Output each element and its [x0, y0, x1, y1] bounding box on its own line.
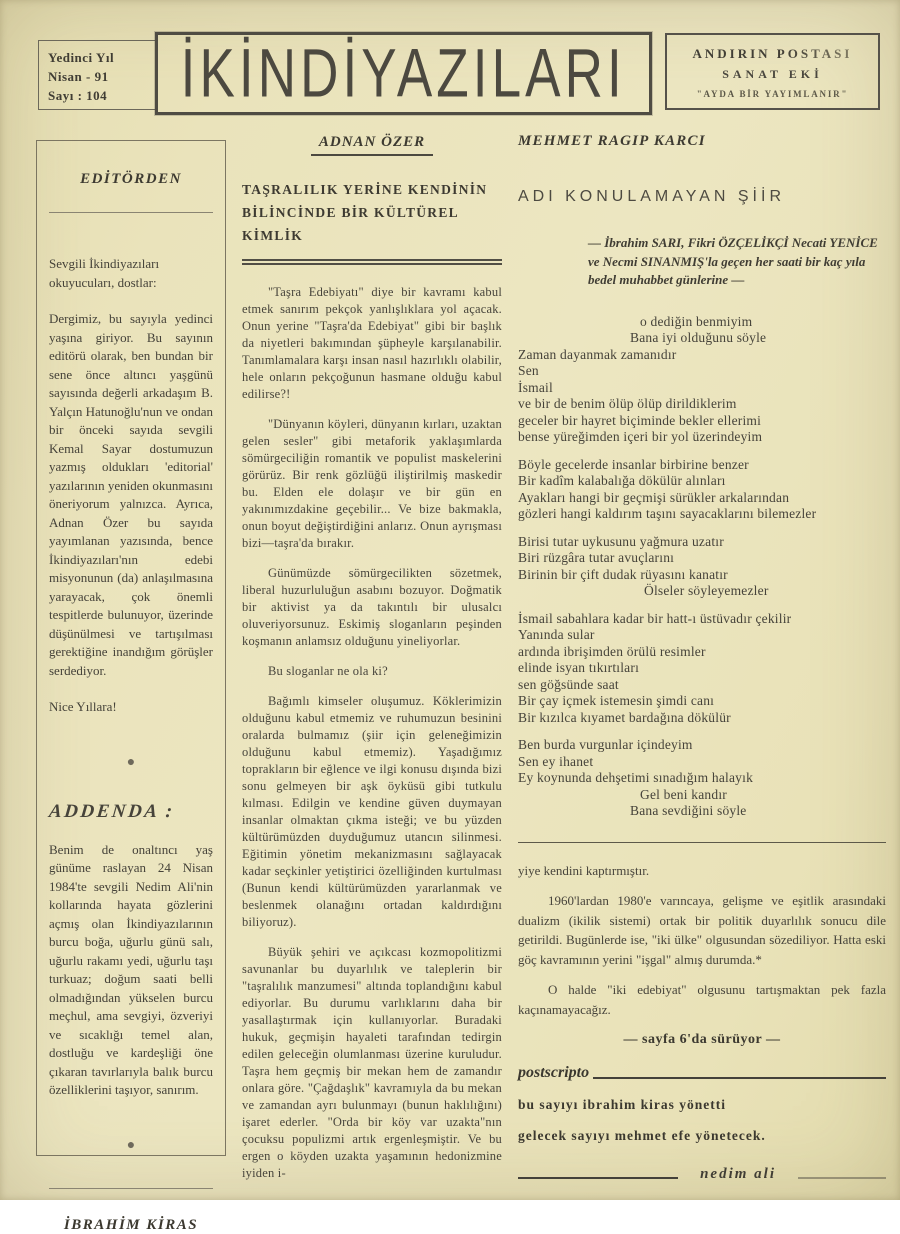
poem-line: Biri rüzgâra tutar avuçlarını	[518, 550, 675, 565]
supplement-name: SANAT EKİ	[722, 67, 823, 81]
article-paragraph: "Taşra Edebiyatı" diye bir kavramı kabul etmek sanırım pekçok yanlışlıklara yol açacak. Onun yerine "Taşra'da Edebiyat" gibi bir başlık da niyetleri bakımından şüpheyle karşılanabilir. Tanımlamalara karşı insan nasıl hazırlıklı olabilir, hele onların pekçoğunun hasmane olduğu kabul edilirse?!	[242, 285, 502, 401]
poem-stanza	[518, 534, 886, 600]
edition-info-box	[665, 33, 880, 110]
poem-line: Ey koynunda dehşetimi sınadığım halayık	[518, 770, 754, 785]
article-author: ADNAN ÖZER	[311, 134, 433, 156]
page-signature	[518, 1166, 886, 1183]
poem-line: gözleri hangi kaldırım taşını sayacaklarını bilemezler	[518, 506, 817, 521]
article-paragraph: Büyük şehiri ve açıkcası kozmopolitizmi savunanlar bu duyarlılık ve taleplerin bir "taşralılık manzumesi" altında toplandığını kabul ediyorlar. Bu durumu varlıklarını daha bir yasallaştırmak için kullanıyorlar. Buradaki hukuk, geçmişin hayaleti tarafından tedirgin edilen geleceğin olumlanması üzerine kuruludur. Taşra hem geçmiş bir mekan hem de zamandır onlara göre. "Çağdaşlık" kavramıyla da bu mekan ve zamandan ayrı bulunmayı (bunun haklılığını) işaret ederler. "Orda bir köy var uzakta"nın çocuksu populizmi artık ergenleşmiştir. Ve bu ergen o köyden uzakta yaşamının hedonizmine iyiden i-	[242, 945, 502, 1180]
editorial-divider	[49, 212, 213, 213]
addenda-heading: ADDENDA :	[47, 800, 176, 822]
poem-line: elinde isyan tıkırtıları	[518, 660, 640, 675]
poem-line: Birisi tutar uykusunu yağmura uzatır	[518, 533, 724, 549]
poem-title: ADI KONULAMAYAN ŞİİR	[518, 188, 785, 205]
parent-paper-name: ANDIRIN POSTASI	[667, 46, 878, 62]
poem-line: Birinin bir çift dudak rüyasını kanatır	[518, 566, 728, 582]
rule-line	[593, 1077, 886, 1079]
editorial-signature: İBRAHİM KİRAS	[63, 1216, 199, 1233]
poem-line: Sen ey ihanet	[518, 753, 594, 769]
poem-stanza	[518, 611, 886, 727]
continuation-paragraph: yiye kendini kaptırmıştır.	[518, 862, 650, 878]
article-column	[242, 133, 502, 1188]
section-divider	[518, 842, 886, 843]
poem-line: Bir çay içmek istemesin şimdi canı	[518, 693, 715, 708]
continuation-paragraph: O halde "iki edebiyat" olgusunu tartışmaktan pek fazla kaçınamayacağız.	[518, 982, 886, 1017]
poem-line: o dediğin benmiyim	[640, 313, 753, 329]
rule-line	[798, 1177, 886, 1179]
continuation-paragraph: 1960'lardan 1980'e varıncaya, gelişme ve eşitlik arasındaki dualizm (ikilik sistemi) ortak bir politik duyarlılık sonucu dile getirildi. Bugünlerde ise, "iki ülke" olgusundan sözediliyor. Hatta eski göç kavramının yerini "işgal" almış durumda.*	[518, 893, 886, 967]
poem-line: bense yüreğimden içeri bir yol üzerindeyim	[518, 429, 763, 444]
signature-divider	[49, 1188, 213, 1189]
poem-line: İsmail	[518, 379, 553, 395]
poem-line: Ölseler söyleyemezler	[644, 583, 769, 598]
editorial-paragraph: Dergimiz, bu sayıyla yedinci yaşına giriyor. Bu sayının editörü olarak, ben bundan bir sene önce altıncı yaşgünü sayısında değerli arkadaşım B. Yalçın Hatunoğlu'nun ve ondan bir önceki sayıda sevgili Kemal Sayar dostumuzun yazmış oldukları 'editorial' yazılarının yeniden okunmasını öneriyorum yalnızca. Ayrıca, Adnan Özer bu sayıda yayımlanan yazısında, bence İkindiyazıları'nın edebi misyonunun (da) anlaşılmasına yarayacak, çok önemli tespitlerde bulunuyor, üzerinde düşünülmesi ve tartışılması gerektiğine inandığım görüşler serdediyor.	[49, 311, 213, 678]
poem-line: Ayakları hangi bir geçmişi sürükler arkalarından	[518, 489, 790, 505]
poem-line: Zaman dayanmak zamanıdır	[518, 346, 677, 362]
bullet-ornament: ●	[126, 754, 136, 770]
poem-line: Bir kızılca kıyamet bardağına dökülür	[518, 709, 731, 725]
article-title: TAŞRALILIK YERİNE KENDİNİN BİLİNCİNDE BİR KÜLTÜREL KİMLİK	[242, 182, 488, 243]
poem-dedication: — İbrahim SARI, Fikri ÖZÇELİKÇİ Necati YENİCE ve Necmi SINANMIŞ'la geçen her saati bir kaç yıla bedel muhabbet günlerine —	[588, 235, 878, 287]
editorial-header: EDİTÖRDEN	[80, 171, 182, 187]
rule-line	[518, 1177, 678, 1179]
poem-line: Bana iyi olduğunu söyle	[630, 330, 767, 345]
frequency-note: "AYDA BİR YAYIMLANIR"	[696, 89, 849, 99]
editorial-column	[36, 140, 226, 1233]
poem-line: geceler bir hayret biçiminde bekler ellerimi	[518, 412, 762, 428]
bullet-ornament: ●	[126, 1137, 136, 1153]
article-paragraph: Bu sloganlar ne ola ki?	[268, 664, 388, 678]
editorial-salutation: Sevgili İkindiyazıları okuyucuları, dostlar:	[49, 256, 160, 290]
poem-stanza	[518, 457, 886, 523]
poem-line: Yanında sular	[518, 627, 595, 642]
poem-line: Ben burda vurgunlar içindeyim	[518, 737, 693, 752]
editorial-closing: Nice Yıllara!	[49, 699, 117, 714]
title-divider	[242, 259, 502, 265]
poem-line: Bir kadîm kalabalığa dökülür alınları	[518, 473, 726, 488]
poem-stanza	[518, 737, 886, 820]
poem-line: ardında ibrişimden örülü resimler	[518, 643, 706, 659]
poem-author: MEHMET RAGIP KARCI	[518, 133, 706, 149]
issue-year: Yedinci Yıl	[48, 50, 115, 65]
poem-line: Böyle gecelerde insanlar birbirine benzer	[518, 456, 749, 472]
postscript-line: bu sayıyı ibrahim kiras yönetti	[518, 1097, 727, 1112]
signature-name: nedim ali	[700, 1166, 776, 1182]
poem-line: İsmail sabahlara kadar bir hatt-ı üstüvadır çekilir	[518, 610, 792, 626]
issue-month: Nisan - 91	[48, 69, 109, 84]
poem-line: Gel beni kandır	[640, 786, 727, 802]
article-paragraph: Bağımlı kimseler oluşumuz. Köklerimizin olduğunu kabul etmemiz ve ruhumuzun besinini oralarda bulmamız (şiir için geleneğimizin olduğunu kabul etmemiz). Yaşadığımız toprakların bir eğlence ve ilgi konusu dışında bizi sonu gelmeyen bir aşk öyküsü gibi tutkulu kılması. Edilgin ve kendine güven duymayan insanlar olmaktan çıkma isteği; ve bu yüzden kültürümüzden duyduğumuz utancın silinmesi. Eğitimin yönetim mekanizmasını sağlayacak kadar seçkinler yetiştirici özelliğinden kurtulması (Bunun kendi kültürümüzden yararlanmak ve beslenmek olanağını ortadan kaldırdığını biliyoruz).	[242, 694, 502, 929]
poem-line: Bana sevdiğini söyle	[630, 803, 747, 818]
poem-stanza	[518, 314, 886, 446]
postscript-label: postscripto	[518, 1064, 590, 1081]
poem-column	[518, 133, 886, 1188]
poem-body	[518, 314, 886, 820]
issue-info-box	[38, 40, 158, 110]
article-paragraph: Günümüzde sömürgecilikten sözetmek, liberal huzurluluğun asabını bozuyor. Doğmatik bir aktivist ya da takıntılı bir ulusalcı oluveriyorsunuz. Eskimiş sloganların peşinden koşmanın anlamsız olduğunu yineliyorlar.	[242, 566, 502, 648]
postscript-header	[518, 1064, 886, 1082]
magazine-title: İKİNDİYAZILARI	[180, 35, 627, 112]
issue-number: Sayı : 104	[48, 88, 108, 103]
article-paragraph: "Dünyanın köyleri, dünyanın kırları, uzaktan gelen sesler" gibi metaforik yaklaşımlarda sömürgeciliğin romantik ve populist maskelerini görürüz. Bir renk gözlüğü iliştirilmiş maskedir bu. Elden ele dolaşır ve bir gün en yakınımızdakine geçebilir... Ve bize bakmakla, onun boyut değiştirdiğini anlarız. Onun ayrışması bizi—taşra'da bırakır.	[242, 417, 502, 550]
addenda-paragraph: Benim de onaltıncı yaş günüme raslayan 24 Nisan 1984'te sevgili Nedim Ali'nin kollarında hayata gözlerini açmış olan İkindiyazılarının burcu boğa, uğurlu günü salı, uğurlu rakamı yedi, uğurlu taşı turkuaz; doğum saati belli olmadığından yükselen burcu meçhul, ama sevgiyi, özveriyi ve sıcaklığı temel alan, dostluğu ve kardeşliği öne çıkaran tavırlarıyla balık burcu özelliklerini taşıyor, sanırım.	[49, 841, 213, 1097]
poem-line: ve bir de benim ölüp ölüp dirildiklerim	[518, 396, 737, 411]
postscript-line: gelecek sayıyı mehmet efe yönetecek.	[518, 1128, 766, 1143]
continued-on-page-note: — sayfa 6'da sürüyor —	[623, 1032, 781, 1047]
masthead-banner	[155, 32, 652, 115]
poem-line: sen göğsünde saat	[518, 676, 619, 692]
poem-line: Sen	[518, 363, 539, 378]
